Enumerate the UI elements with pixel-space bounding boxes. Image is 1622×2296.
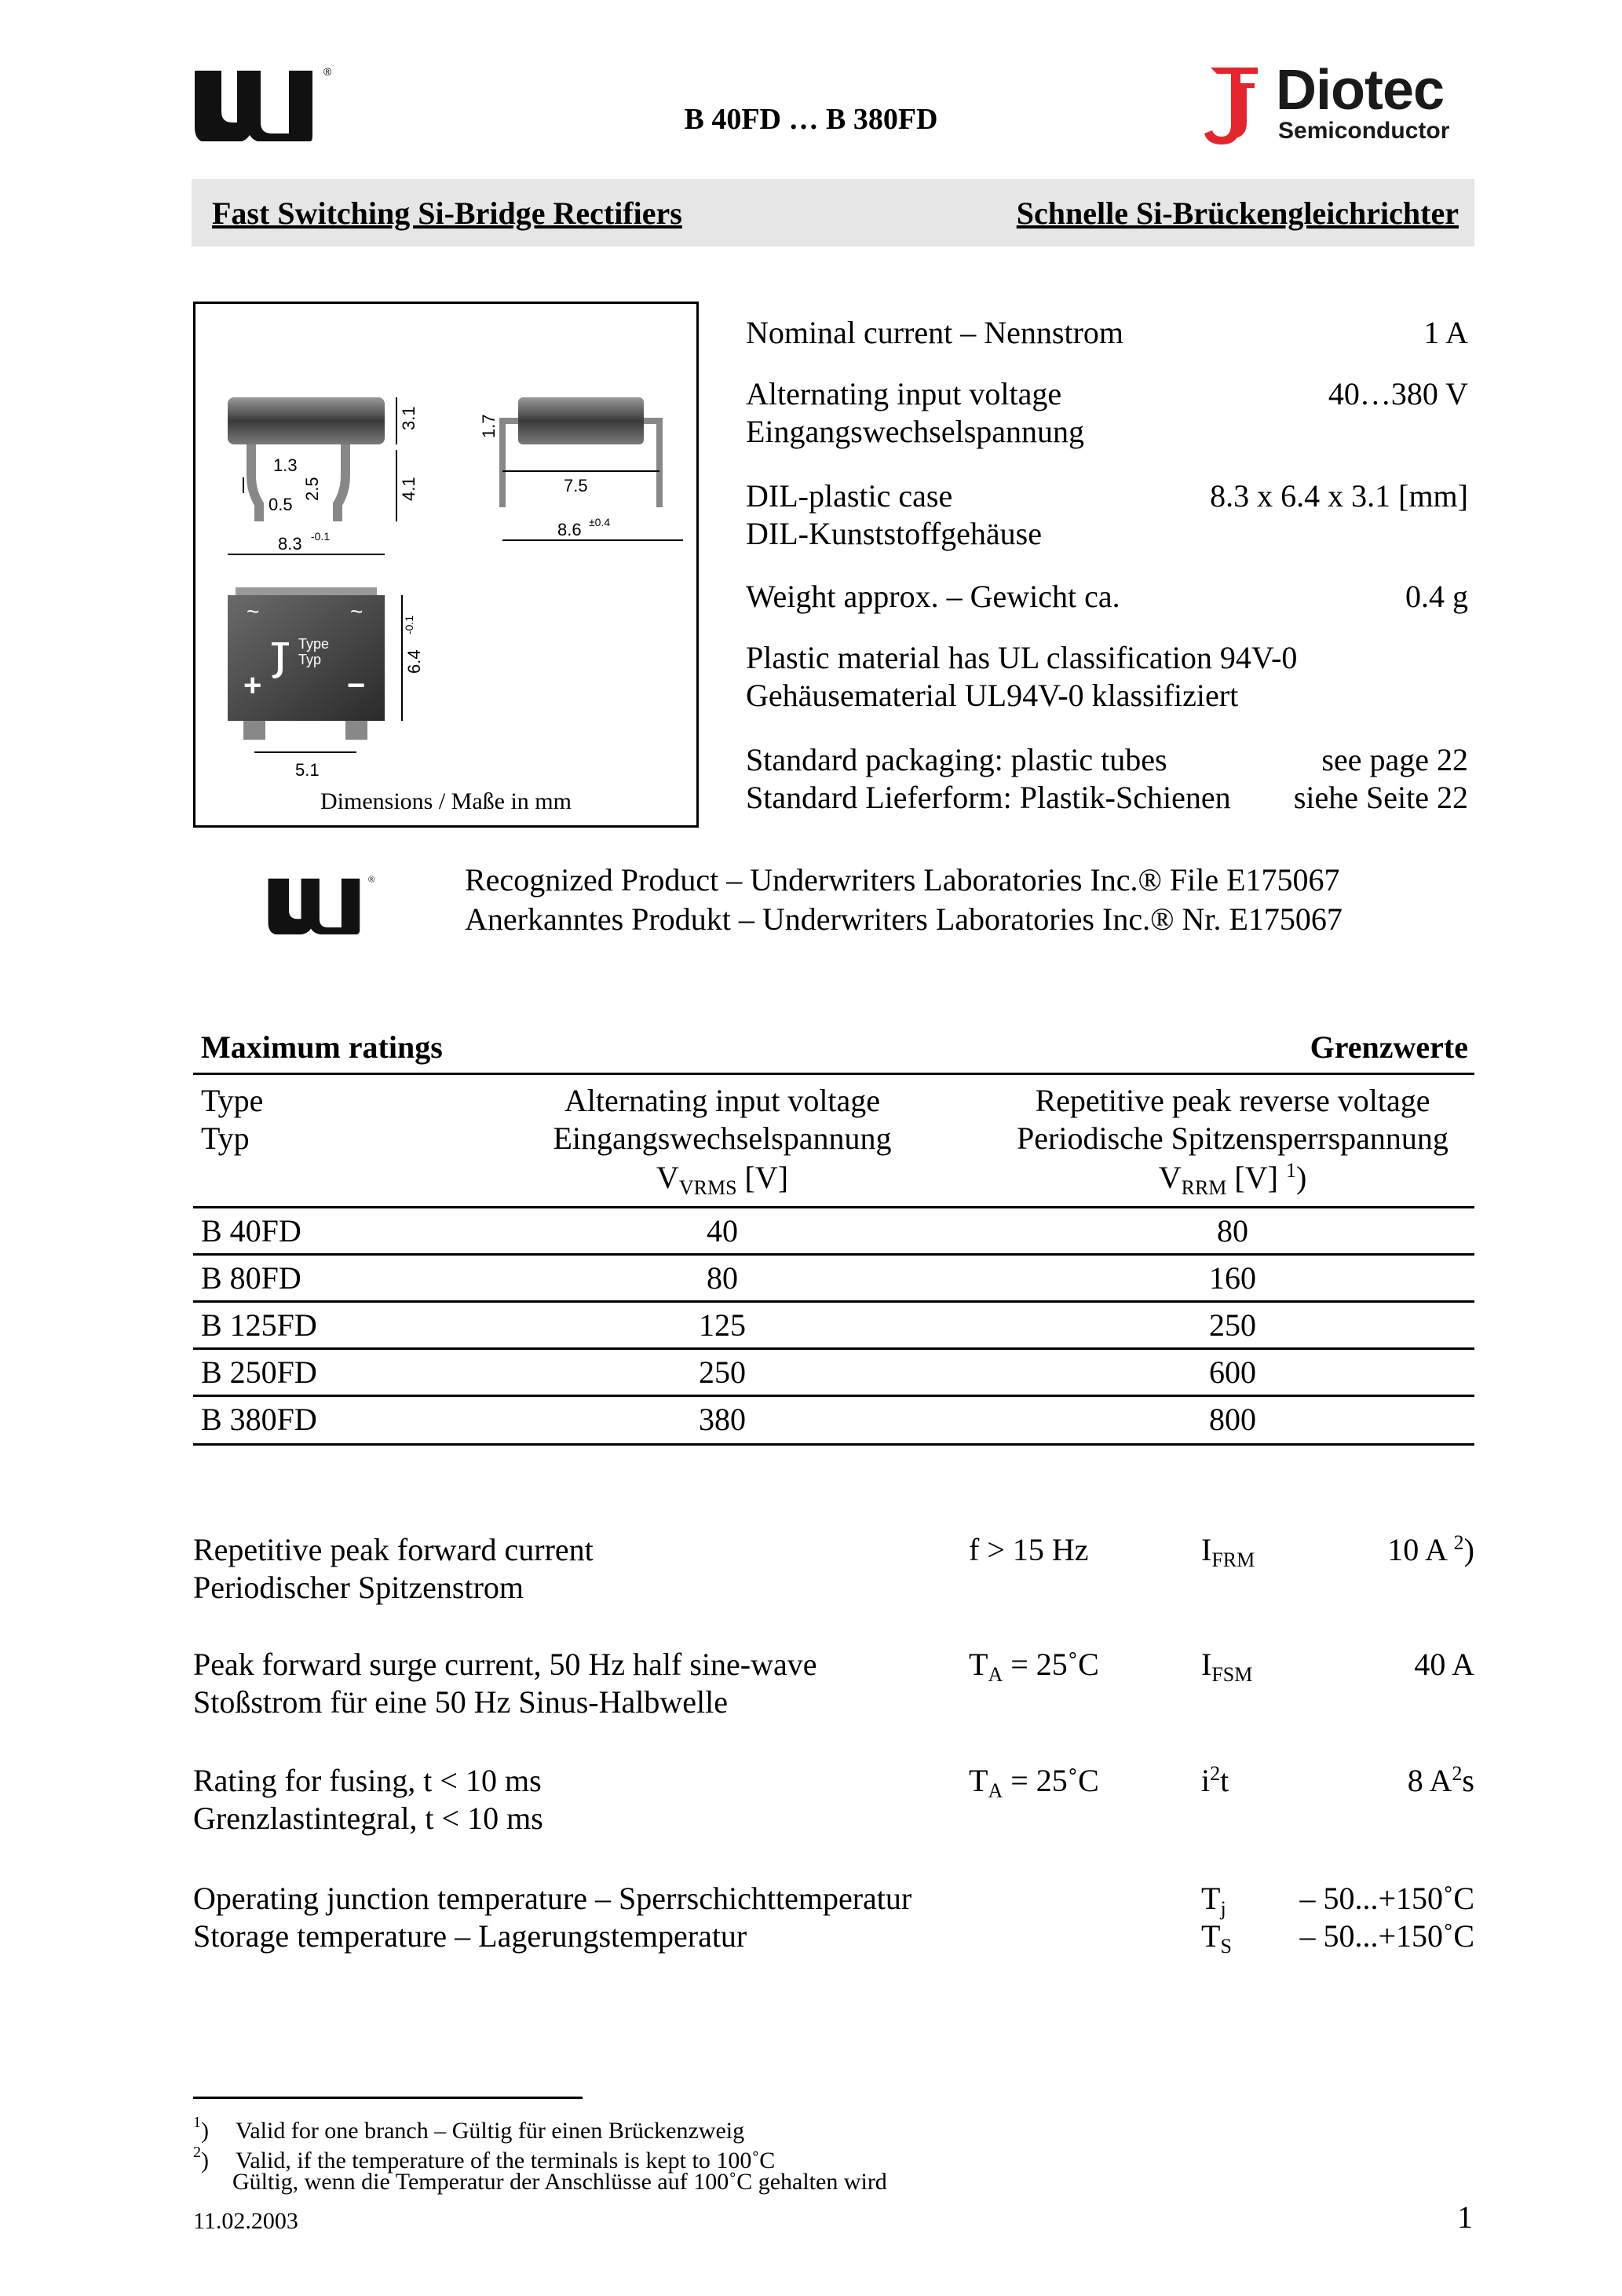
dim-label-3-1: 3.1 — [399, 406, 418, 430]
plus-terminal-marker: + — [243, 668, 262, 703]
param-ifrm-value: 10 A $^2$) — [1387, 1531, 1474, 1567]
spec-nominal-current-value: 1 A — [1423, 315, 1468, 350]
max-ratings-title: Maximum ratings — [201, 1029, 443, 1065]
max-ratings-title-de: Grenzwerte — [1310, 1029, 1468, 1065]
table-row-vin: 380 — [699, 1402, 746, 1437]
header-type-en: Type — [201, 1083, 264, 1118]
footnote-rule — [193, 2097, 583, 2099]
param-i2t-condition: $T_A$ = 25˚C — [969, 1763, 1099, 1802]
header-vrrm-de: Periodische Spitzensperrspannung — [1017, 1121, 1448, 1156]
spec-weight-label: Weight approx. – Gewicht ca. — [746, 579, 1120, 614]
dim-tolerance-8-3: -0.1 — [311, 530, 331, 543]
brand-name: Diotec — [1276, 59, 1445, 122]
spec-case-label-de: DIL-Kunststoffgehäuse — [746, 516, 1042, 551]
ul-logo-recognition — [267, 872, 377, 934]
param-ifsm-label-de: Stoßstrom für eine 50 Hz Sinus-Halbwelle — [193, 1684, 728, 1720]
spec-weight-value: 0.4 g — [1405, 579, 1468, 614]
ul-recognized-de: Anerkanntes Produkt – Underwriters Laboratories Inc.® Nr. E175067 — [465, 901, 1343, 937]
table-row-vrrm: 160 — [1209, 1260, 1256, 1296]
table-row-type: B 125FD — [201, 1307, 317, 1343]
param-ts-label: Storage temperature – Lagerungstemperatur — [193, 1918, 747, 1954]
spec-packaging-label-en: Standard packaging: plastic tubes — [746, 742, 1167, 777]
param-ifsm-symbol: $I_{FSM}$ — [1201, 1647, 1253, 1686]
dim-label-8-3: 8.3 — [278, 534, 302, 554]
param-ifsm-condition: $T_A$ = 25˚C — [969, 1647, 1099, 1686]
table-row-type: B 80FD — [201, 1260, 301, 1296]
header-vrrm-en: Repetitive peak reverse voltage — [1035, 1083, 1430, 1118]
table-row-vrrm: 600 — [1209, 1355, 1256, 1390]
header-vin-en: Alternating input voltage — [564, 1083, 881, 1118]
brand-subtitle: Semiconductor — [1278, 118, 1450, 144]
header-type-de: Typ — [201, 1121, 250, 1156]
table-row-type: B 40FD — [201, 1213, 301, 1249]
ul-recognized-en: Recognized Product – Underwriters Laboratories Inc.® File E175067 — [465, 862, 1340, 898]
header-vrrm-symbol: $V_{RRM}$ [V] $^1$) — [1158, 1159, 1307, 1199]
spec-case-value: 8.3 x 6.4 x 3.1 [mm] — [1210, 478, 1468, 514]
param-ts-symbol: $T_S$ — [1201, 1918, 1232, 1958]
header-vin-de: Eingangswechselspannung — [553, 1121, 892, 1156]
ul-registered-mark: ® — [323, 65, 332, 78]
table-row-vrrm: 800 — [1209, 1402, 1256, 1437]
minus-terminal-marker: − — [347, 668, 366, 703]
dim-tolerance-8-6: ±0.4 — [589, 516, 611, 528]
param-ifsm-value: 40 A — [1414, 1647, 1474, 1682]
footer-date: 11.02.2003 — [193, 2208, 298, 2234]
table-row-vin: 40 — [707, 1213, 738, 1249]
ul-registered-mark-2: ® — [368, 875, 375, 885]
spec-nominal-current-label: Nominal current – Nennstrom — [746, 315, 1123, 350]
type-marking-en: Type — [298, 636, 330, 652]
param-i2t-label-en: Rating for fusing, t < 10 ms — [193, 1763, 542, 1798]
spec-input-voltage-label-de: Eingangswechselspannung — [746, 414, 1085, 449]
header-vin-symbol: $V_{VRMS}$ [V] — [656, 1160, 789, 1199]
footnote-1: $^1$) Valid for one branch – Gültig für einen Brückenzweig — [193, 2114, 745, 2144]
param-i2t-value: 8 $A^2s$ — [1407, 1762, 1474, 1798]
ac-terminal-marker-2: ~ — [350, 599, 363, 623]
page-number: 1 — [1457, 2199, 1473, 2235]
table-row-rule — [193, 1300, 1474, 1303]
spec-input-voltage-value: 40…380 V — [1328, 376, 1468, 411]
dim-label-2-5: 2.5 — [302, 477, 322, 501]
param-i2t-label-de: Grenzlastintegral, t < 10 ms — [193, 1801, 543, 1836]
param-tj-symbol: $T_j$ — [1201, 1881, 1226, 1920]
dim-label-5-1: 5.1 — [295, 760, 320, 780]
table-row-vrrm: 80 — [1217, 1213, 1248, 1249]
banner-title-en: Fast Switching Si-Bridge Rectifiers — [212, 196, 682, 231]
param-tj-label: Operating junction temperature – Sperrschichttemperatur — [193, 1881, 912, 1916]
param-ifrm-symbol: $I_{FRM}$ — [1201, 1532, 1255, 1571]
table-row-vin: 125 — [699, 1307, 746, 1343]
param-ifsm-label-en: Peak forward surge current, 50 Hz half sine-wave — [193, 1647, 817, 1682]
table-row-rule — [193, 1253, 1474, 1256]
table-row-vin: 250 — [699, 1355, 746, 1390]
table-row-type: B 250FD — [201, 1355, 317, 1390]
package-end-body — [518, 397, 644, 444]
banner-title-de: Schnelle Si-Brückengleichrichter — [1016, 196, 1459, 231]
dim-tolerance-6-4: -0.1 — [403, 615, 415, 634]
spec-ul-class-en: Plastic material has UL classification 94V-0 — [746, 640, 1298, 675]
page-title: B 40FD … B 380FD — [684, 103, 938, 136]
table-row-rule — [193, 1395, 1474, 1397]
package-side-body — [228, 397, 385, 444]
param-ifrm-label-de: Periodischer Spitzenstrom — [193, 1570, 524, 1605]
dim-label-1-7: 1.7 — [479, 414, 499, 438]
dim-label-1-3: 1.3 — [273, 455, 298, 475]
spec-packaging-value-de: siehe Seite 22 — [1293, 780, 1468, 815]
ul-logo-header — [193, 63, 334, 141]
spec-ul-class-de: Gehäusematerial UL94V-0 klassifiziert — [746, 678, 1239, 713]
param-i2t-symbol: $i^2t$ — [1201, 1762, 1229, 1798]
dim-label-6-4: 6.4 — [404, 649, 424, 674]
dim-label-8-6: 8.6 — [557, 520, 582, 539]
param-tj-value: – 50...+150˚C — [1299, 1881, 1474, 1916]
dim-label-4-1: 4.1 — [399, 477, 418, 501]
package-dimension-drawing — [196, 305, 696, 784]
spec-packaging-label-de: Standard Lieferform: Plastik-Schienen — [746, 780, 1231, 815]
table-row-vrrm: 250 — [1209, 1307, 1256, 1343]
spec-packaging-value-en: see page 22 — [1321, 742, 1468, 777]
table-header-rule — [193, 1206, 1474, 1208]
diotec-logo-icon — [1201, 63, 1270, 151]
ac-terminal-marker-1: ~ — [247, 599, 260, 623]
footnote-2: $^2$) Valid, if the temperature of the terminals is kept to 100˚C — [193, 2144, 776, 2174]
footnote-2-de: Gültig, wenn die Temperatur der Anschlüsse auf 100˚C gehalten wird — [232, 2169, 887, 2195]
dimension-caption: Dimensions / Maße in mm — [320, 788, 572, 814]
spec-case-label-en: DIL-plastic case — [746, 478, 953, 514]
dim-label-0-5: 0.5 — [269, 495, 293, 514]
table-row-type: B 380FD — [201, 1402, 317, 1437]
table-row-rule — [193, 1347, 1474, 1350]
param-ifrm-condition: f > 15 Hz — [969, 1532, 1089, 1567]
dim-label-7-5: 7.5 — [564, 476, 588, 495]
param-ifrm-label-en: Repetitive peak forward current — [193, 1532, 594, 1567]
table-row-vin: 80 — [707, 1260, 738, 1296]
table-bottom-rule — [193, 1443, 1474, 1446]
type-marking-de: Typ — [298, 652, 322, 667]
spec-input-voltage-label-en: Alternating input voltage — [746, 376, 1062, 411]
table-top-rule — [193, 1073, 1474, 1075]
param-ts-value: – 50...+150˚C — [1299, 1918, 1474, 1954]
